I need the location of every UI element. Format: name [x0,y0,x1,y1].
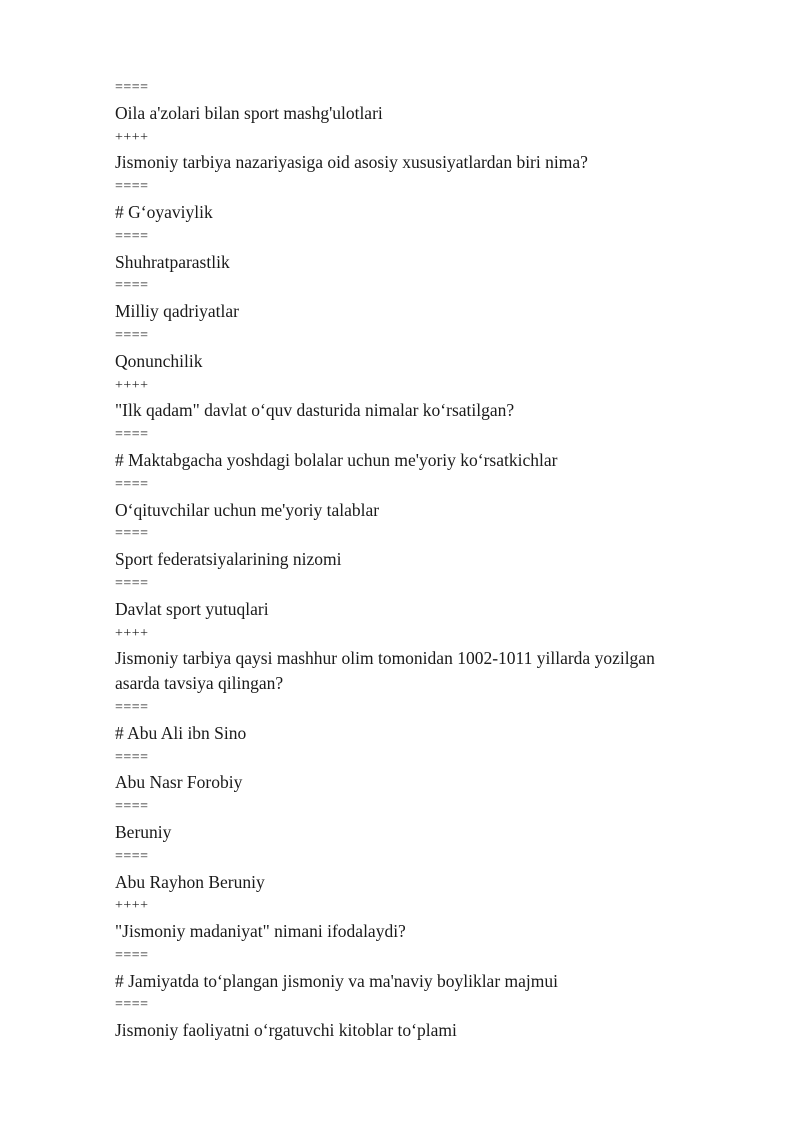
separator-line: ==== [115,327,149,343]
separator-line: ==== [115,228,149,244]
separator-line: ++++ [115,129,149,145]
text-line: Shuhratparastlik [115,251,230,272]
text-line: O‘qituvchilar uchun me'yoriy talablar [115,499,380,520]
document-page [115,76,715,1043]
text-line: # Jamiyatda to‘plangan jismoniy va ma'naviy boyliklar majmui [115,970,558,991]
separator-line: ++++ [115,625,149,641]
text-line: "Jismoniy madaniyat" nimani ifodalaydi? [115,921,406,942]
text-line: Abu Nasr Forobiy [115,772,243,793]
separator-line: ==== [115,427,149,443]
separator-line: ++++ [115,377,149,393]
text-line: Jismoniy faoliyatni o‘rgatuvchi kitoblar to‘plami [115,1020,457,1041]
text-line: Beruniy [115,821,172,842]
text-line: # Maktabgacha yoshdagi bolalar uchun me'yoriy ko‘rsatkichlar [115,449,558,470]
text-line: asarda tavsiya qilingan? [115,673,284,694]
text-line: Sport federatsiyalarining nizomi [115,549,342,570]
text-line: # G‘oyaviylik [115,201,213,222]
separator-line: ==== [115,80,149,95]
separator-line: ==== [115,848,149,864]
text-line: Qonunchilik [115,350,203,371]
text-line: Jismoniy tarbiya nazariyasiga oid asosiy xususiyatlardan biri nima? [115,152,588,173]
text-line: Jismoniy tarbiya qaysi mashhur olim tomonidan 1002-1011 yillarda yozilgan [115,648,655,669]
text-line: Oila a'zolari bilan sport mashg'ulotlari [115,102,383,123]
text-line: Milliy qadriyatlar [115,301,239,322]
separator-line: ==== [115,799,149,815]
separator-line: ==== [115,179,149,195]
separator-line: ==== [115,476,149,492]
text-line: "Ilk qadam" davlat o‘quv dasturida nimalar ko‘rsatilgan? [115,400,515,421]
separator-line: ==== [115,699,149,715]
separator-line: ==== [115,947,149,963]
text-line: # Abu Ali ibn Sino [115,722,247,743]
text-line: Abu Rayhon Beruniy [115,871,265,892]
separator-line: ==== [115,575,149,591]
separator-line: ==== [115,997,149,1013]
separator-line: ==== [115,278,149,294]
separator-line: ==== [115,526,149,542]
text-line: Davlat sport yutuqlari [115,598,269,619]
separator-line: ++++ [115,898,149,914]
separator-line: ==== [115,749,149,765]
